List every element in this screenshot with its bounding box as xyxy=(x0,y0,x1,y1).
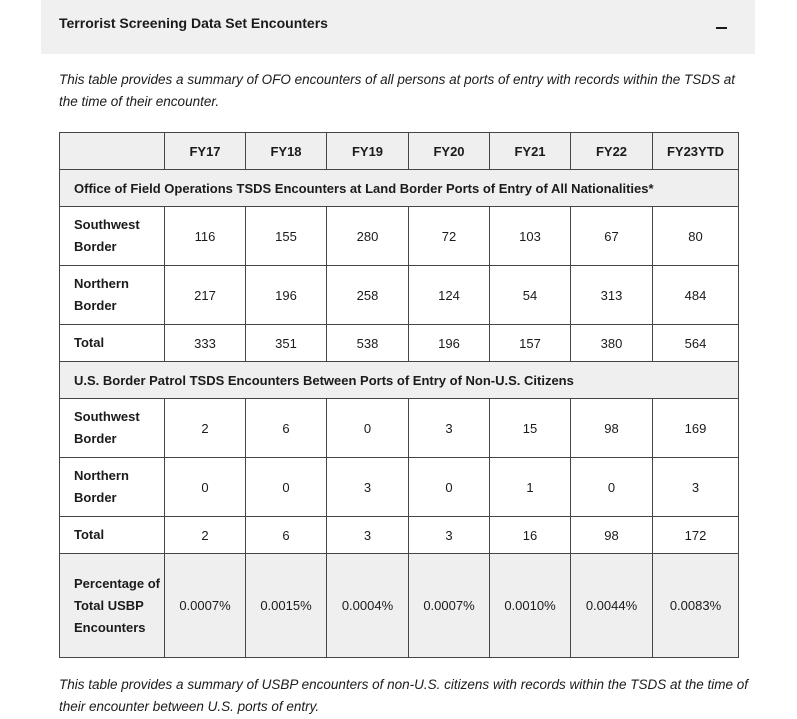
table-cell: 0.0083% xyxy=(653,554,739,658)
table-cell: 16 xyxy=(490,517,571,554)
table-cell: 538 xyxy=(327,325,409,362)
table-cell: 80 xyxy=(653,207,739,266)
table-cell: 0.0007% xyxy=(165,554,246,658)
table-cell: 484 xyxy=(653,266,739,325)
table-cell: 155 xyxy=(246,207,327,266)
column-header-fy17: FY17 xyxy=(165,133,246,170)
accordion-header[interactable] xyxy=(41,0,755,54)
table-cell: 3 xyxy=(327,517,409,554)
table-cell: 351 xyxy=(246,325,327,362)
table-row-total xyxy=(60,517,739,554)
table-cell: 217 xyxy=(165,266,246,325)
table-cell: 0 xyxy=(165,458,246,517)
table-cell: 333 xyxy=(165,325,246,362)
table-row-percentage xyxy=(60,554,739,658)
table-cell: 280 xyxy=(327,207,409,266)
table-cell: 103 xyxy=(490,207,571,266)
table-cell: 6 xyxy=(246,517,327,554)
table-cell: 0 xyxy=(409,458,490,517)
table-cell: 72 xyxy=(409,207,490,266)
row-label: Southwest Border xyxy=(60,207,165,266)
table-cell: 196 xyxy=(246,266,327,325)
table-cell: 0.0010% xyxy=(490,554,571,658)
section-row-usbp xyxy=(60,362,739,399)
column-header-fy21: FY21 xyxy=(490,133,571,170)
table-cell: 0 xyxy=(571,458,653,517)
table-cell: 1 xyxy=(490,458,571,517)
table-cell: 54 xyxy=(490,266,571,325)
column-header-blank xyxy=(60,133,165,170)
section-row-ofo xyxy=(60,170,739,207)
tsds-encounters-table xyxy=(59,132,739,658)
table-cell: 157 xyxy=(490,325,571,362)
table-cell: 0.0007% xyxy=(409,554,490,658)
table-cell: 380 xyxy=(571,325,653,362)
table-cell: 2 xyxy=(165,517,246,554)
table-cell: 0.0004% xyxy=(327,554,409,658)
column-header-fy23ytd: FY23YTD xyxy=(653,133,739,170)
column-header-fy20: FY20 xyxy=(409,133,490,170)
table-cell: 0 xyxy=(246,458,327,517)
column-header-fy18: FY18 xyxy=(246,133,327,170)
table-cell: 0 xyxy=(327,399,409,458)
table-cell: 2 xyxy=(165,399,246,458)
table-cell: 67 xyxy=(571,207,653,266)
table-cell: 124 xyxy=(409,266,490,325)
table-cell: 258 xyxy=(327,266,409,325)
table-row-total xyxy=(60,325,739,362)
row-label: Northern Border xyxy=(60,266,165,325)
section-title: Office of Field Operations TSDS Encounters at Land Border Ports of Entry of All Nationalities* xyxy=(60,170,739,207)
column-header-fy22: FY22 xyxy=(571,133,653,170)
table-intro-caption: This table provides a summary of OFO encounters of all persons at ports of entry with records within the TSDS at the time of their encounter. xyxy=(59,72,736,109)
table-cell: 0.0015% xyxy=(246,554,327,658)
row-label: Southwest Border xyxy=(60,399,165,458)
section-title: U.S. Border Patrol TSDS Encounters Between Ports of Entry of Non-U.S. Citizens xyxy=(60,362,739,399)
table-cell: 3 xyxy=(327,458,409,517)
table-cell: 116 xyxy=(165,207,246,266)
table-cell: 0.0044% xyxy=(571,554,653,658)
accordion-title: Terrorist Screening Data Set Encounters xyxy=(59,15,328,31)
row-label: Total xyxy=(60,325,165,362)
table-row xyxy=(60,399,739,458)
table-cell: 3 xyxy=(409,517,490,554)
table-cell: 98 xyxy=(571,517,653,554)
row-label: Northern Border xyxy=(60,458,165,517)
table-cell: 3 xyxy=(653,458,739,517)
table-cell: 98 xyxy=(571,399,653,458)
table-row xyxy=(60,266,739,325)
table-header-row xyxy=(60,133,739,170)
row-label: Percentage of Total USBP Encounters xyxy=(60,554,165,658)
table-cell: 564 xyxy=(653,325,739,362)
row-label: Total xyxy=(60,517,165,554)
table-cell: 313 xyxy=(571,266,653,325)
collapse-icon[interactable] xyxy=(713,15,733,35)
table-cell: 172 xyxy=(653,517,739,554)
table-outro-caption: This table provides a summary of USBP encounters of non-U.S. citizens with records within the TSDS at the time of their encounter between U.S. ports of entry. xyxy=(59,677,749,714)
table-row xyxy=(60,207,739,266)
table-cell: 3 xyxy=(409,399,490,458)
table-cell: 196 xyxy=(409,325,490,362)
table-cell: 15 xyxy=(490,399,571,458)
table-row xyxy=(60,458,739,517)
column-header-fy19: FY19 xyxy=(327,133,409,170)
table-cell: 169 xyxy=(653,399,739,458)
table-cell: 6 xyxy=(246,399,327,458)
